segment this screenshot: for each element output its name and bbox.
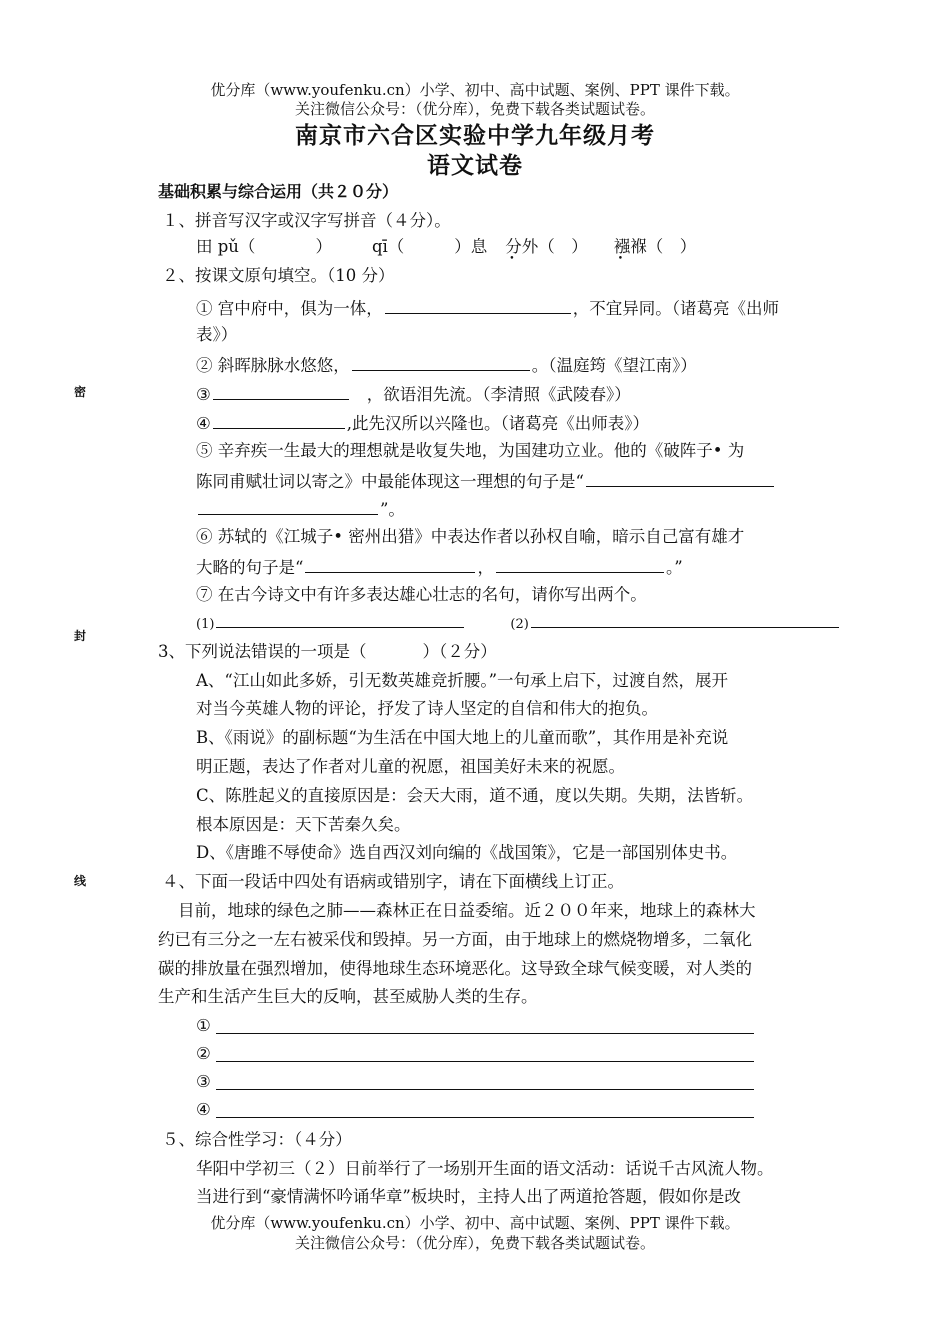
page-subtitle: 语文试卷: [427, 152, 523, 179]
q2-i2-text: ② 斜晖脉脉水悠悠，: [196, 356, 350, 375]
header-note-2: 关注微信公众号：（优分库），免费下载各类试题试卷。: [294, 100, 655, 118]
header-note-1: 优分库（www.youfenku.cn）小学、初中、高中试题、案例、PPT 课件下载。: [210, 81, 740, 99]
answer-blank[interactable]: [213, 383, 349, 400]
answer-blank[interactable]: [531, 614, 839, 628]
footer-note-1: 优分库（www.youfenku.cn）小学、初中、高中试题、案例、PPT 课件下载。: [210, 1214, 740, 1232]
q2-prompt: ２、按课文原句填空。（10 分）: [162, 266, 395, 285]
q3-option-b-1: B、《雨说》的副标题“为生活在中国大地上的儿童而歌”，其作用是补充说: [196, 728, 729, 747]
q2-i7-n2: (2): [510, 617, 529, 632]
q3-option-d-1: D、《唐雎不辱使命》选自西汉刘向编的《战国策》，它是一部国别体史书。: [196, 843, 738, 862]
q2-i1-cont: 表》）: [196, 325, 238, 344]
q4-answer-num-2: ②: [196, 1044, 211, 1063]
q1-a-close: ）: [315, 237, 332, 256]
page-title: 南京市六合区实验中学九年级月考: [295, 122, 655, 149]
q2-item-1: [196, 297, 779, 319]
q3-option-c-1: C、陈胜起义的直接原因是：会天大雨，道不通，度以失期。失期，法皆斩。: [196, 786, 754, 805]
q2-i6-comma: ，: [477, 558, 494, 577]
margin-mark-fold: 封: [74, 629, 87, 643]
q4-answer-num-4: ④: [196, 1100, 211, 1119]
q3-prompt-end: ）（２分）: [422, 642, 497, 661]
margin-mark-line: 线: [74, 874, 87, 888]
q3-prompt-text: 3、下列说法错误的一项是（: [158, 642, 367, 661]
q1-c: 分外（ ） •: [505, 237, 588, 256]
q2-i6-text: 大略的句子是“: [196, 558, 304, 577]
q5-passage-2: 当进行到“豪情满怀吟诵华章”板块时，主持人出了两道抢答题，假如你是改: [196, 1187, 741, 1206]
answer-blank[interactable]: [213, 412, 345, 429]
answer-blank[interactable]: [352, 354, 530, 371]
q2-i7-n1: (1): [196, 617, 215, 632]
q4-passage-2: 约已有三分之一左右被采伐和毁掉。另一方面，由于地球上的燃烧物增多，二氧化: [158, 930, 752, 949]
q4-answer-num-3: ③: [196, 1072, 211, 1091]
q3-option-a-2: 对当今英雄人物的评论，抒发了诗人坚定的自信和伟大的抱负。: [196, 699, 658, 718]
q2-i1-source: ，不宜异同。（诸葛亮《出师: [572, 299, 779, 318]
q5-prompt: ５、综合性学习：（４分）: [162, 1130, 352, 1149]
answer-blank[interactable]: [305, 556, 475, 573]
q2-i1-text: ① 宫中府中，俱为一体，: [196, 299, 383, 318]
q2-i5-line1: ⑤ 辛弃疾一生最大的理想就是收复失地，为国建功立业。他的《破阵子• 为: [196, 441, 745, 460]
q2-item-2: [196, 354, 697, 376]
q2-i5-end: ”。: [380, 500, 405, 519]
q1-d: 襁褓（ ） •: [614, 237, 697, 256]
q4-answer-line-2[interactable]: [216, 1061, 754, 1062]
answer-blank[interactable]: [216, 614, 464, 628]
q1-prompt: １、拼音写汉字或汉字写拼音（４分）。: [162, 211, 451, 230]
q4-passage-1: 目前，地球的绿色之肺——森林正在日益委缩。近２００年来，地球上的森林大: [178, 901, 756, 920]
q2-i2-source: 。（温庭筠《望江南》）: [531, 356, 697, 375]
q1-a: 田 pǔ（: [196, 237, 256, 256]
q2-item-3: [196, 383, 631, 405]
answer-blank[interactable]: [496, 556, 664, 573]
q2-i4-num: ④: [196, 414, 211, 433]
q5-passage-1: 华阳中学初三（２）日前举行了一场别开生面的语文活动：话说千古风流人物。: [196, 1159, 774, 1178]
q3-option-c-2: 根本原因是：天下苦秦久矣。: [196, 815, 411, 834]
q1-b: qī（: [371, 237, 405, 256]
q2-i7-text: ⑦ 在古今诗文中有许多表达雄心壮志的名句，请你写出两个。: [196, 585, 647, 604]
q3-option-b-2: 明正题，表达了作者对儿童的祝愿，祖国美好未来的祝愿。: [196, 757, 625, 776]
q2-item-7-blanks: [196, 614, 841, 635]
q2-item-5: [196, 470, 776, 492]
answer-blank[interactable]: [198, 498, 378, 515]
q1-items: [196, 237, 696, 257]
q2-i4-text: ,此先汉所以兴隆也。（诸葛亮《出师表》）: [346, 414, 650, 433]
answer-blank[interactable]: [385, 297, 571, 314]
q2-i3-num: ③: [196, 385, 211, 404]
q3-option-a-1: A、“江山如此多娇，引无数英雄竞折腰。”一句承上启下，过渡自然，展开: [196, 671, 729, 690]
q2-item-6: [196, 556, 683, 578]
q2-i6-line1: ⑥ 苏轼的《江城子• 密州出猎》中表达作者以孙权自喻，暗示自己富有雄才: [196, 527, 745, 546]
q2-i5-text: 陈同甫赋壮词以寄之》中最能体现这一理想的句子是“: [196, 472, 584, 491]
q4-answer-line-1[interactable]: [216, 1033, 754, 1034]
q4-passage-4: 生产和生活产生巨大的反响，甚至威胁人类的生存。: [158, 987, 538, 1006]
q2-i5-line3: [196, 498, 405, 520]
q2-i6-end: 。”: [665, 558, 683, 577]
section-heading: 基础积累与综合运用（共２０分）: [158, 182, 399, 201]
q3-prompt: [158, 642, 497, 662]
q2-item-4: [196, 412, 649, 434]
q4-answer-line-4[interactable]: [216, 1117, 754, 1118]
q4-answer-line-3[interactable]: [216, 1089, 754, 1090]
q4-answer-num-1: ①: [196, 1016, 211, 1035]
answer-blank[interactable]: [586, 470, 774, 487]
q2-i3-text: ，欲语泪先流。（李清照《武陵春》）: [366, 385, 631, 404]
q4-passage-3: 碳的排放量在强烈增加，使得地球生态环境恶化。这导致全球气候变暖，对人类的: [158, 959, 752, 978]
q4-prompt: ４、下面一段话中四处有语病或错别字，请在下面横线上订正。: [162, 872, 624, 891]
margin-mark-seal: 密: [74, 385, 87, 399]
q1-b-close: ）息: [454, 237, 488, 256]
footer-note-2: 关注微信公众号：（优分库），免费下载各类试题试卷。: [294, 1234, 655, 1252]
